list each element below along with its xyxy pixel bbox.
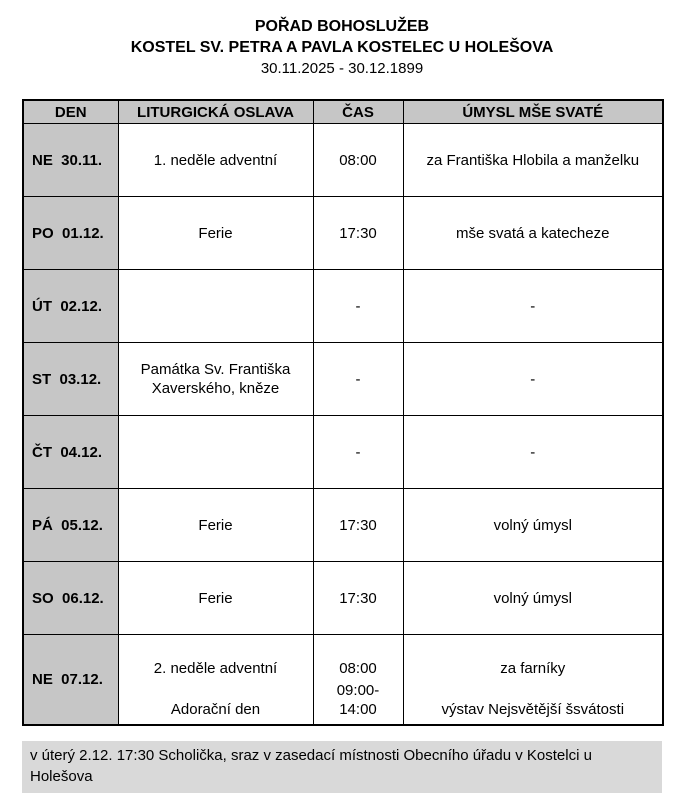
intention-cell: volný úmysl: [403, 489, 663, 562]
table-row: [23, 197, 663, 270]
column-header-intention: ÚMYSL MŠE SVATÉ: [403, 100, 663, 124]
document-header: [22, 16, 662, 79]
intention-cell: volný úmysl: [403, 562, 663, 635]
intention-cell: -: [403, 343, 663, 416]
time-line-1: 08:00: [339, 660, 377, 677]
date-range: 30.11.2025 - 30.12.1899: [260, 60, 424, 77]
celebration-cell: [118, 635, 313, 726]
time-cell: 08:00: [313, 124, 403, 197]
table-row: [23, 416, 663, 489]
day-cell: NE 07.12.: [23, 635, 118, 726]
celebration-line-2: Adorační den: [170, 701, 261, 718]
intention-cell: mše svatá a katecheze: [403, 197, 663, 270]
day-cell: SO 06.12.: [23, 562, 118, 635]
schedule-table: [22, 99, 664, 726]
celebration-stack: [125, 635, 307, 724]
column-header-celebration: LITURGICKÁ OSLAVA: [118, 100, 313, 124]
page-subtitle: KOSTEL SV. PETRA A PAVLA KOSTELEC U HOLEŠOVA: [130, 39, 554, 56]
footer-note: v úterý 2.12. 17:30 Scholička, sraz v zasedací místnosti Obecního úřadu v Kostelci u Holešova: [22, 741, 662, 793]
intention-stack: [410, 635, 657, 724]
column-header-time: ČAS: [313, 100, 403, 124]
day-cell: PO 01.12.: [23, 197, 118, 270]
time-cell: 17:30: [313, 489, 403, 562]
table-row: [23, 343, 663, 416]
celebration-cell: [118, 270, 313, 343]
time-cell: -: [313, 270, 403, 343]
time-cell: [313, 635, 403, 726]
table-row: [23, 562, 663, 635]
day-cell: ÚT 02.12.: [23, 270, 118, 343]
time-cell: 17:30: [313, 197, 403, 270]
celebration-cell: 1. neděle adventní: [118, 124, 313, 197]
time-cell: -: [313, 416, 403, 489]
day-cell: ČT 04.12.: [23, 416, 118, 489]
time-cell: -: [313, 343, 403, 416]
time-cell: 17:30: [313, 562, 403, 635]
celebration-cell: Ferie: [118, 489, 313, 562]
celebration-cell: [118, 416, 313, 489]
celebration-cell: Památka Sv. Františka Xaverského, kněze: [118, 343, 313, 416]
table-row: [23, 489, 663, 562]
table-row: [23, 635, 663, 726]
celebration-cell: Ferie: [118, 197, 313, 270]
celebration-line-1: 2. neděle adventní: [153, 660, 278, 677]
column-header-day: DEN: [23, 100, 118, 124]
table-row: [23, 124, 663, 197]
page-title: POŘAD BOHOSLUŽEB: [254, 18, 430, 35]
intention-line-2: výstav Nejsvětější šsvátosti: [441, 701, 625, 718]
day-cell: PÁ 05.12.: [23, 489, 118, 562]
day-cell: NE 30.11.: [23, 124, 118, 197]
time-line-2: 09:00-14:00: [336, 682, 380, 718]
time-stack: [320, 635, 397, 724]
intention-cell: -: [403, 270, 663, 343]
intention-cell: -: [403, 416, 663, 489]
intention-cell: za Františka Hlobila a manželku: [403, 124, 663, 197]
table-header-row: [23, 100, 663, 124]
intention-cell: [403, 635, 663, 726]
table-row: [23, 270, 663, 343]
celebration-cell: Ferie: [118, 562, 313, 635]
day-cell: ST 03.12.: [23, 343, 118, 416]
intention-line-1: za farníky: [500, 660, 566, 677]
